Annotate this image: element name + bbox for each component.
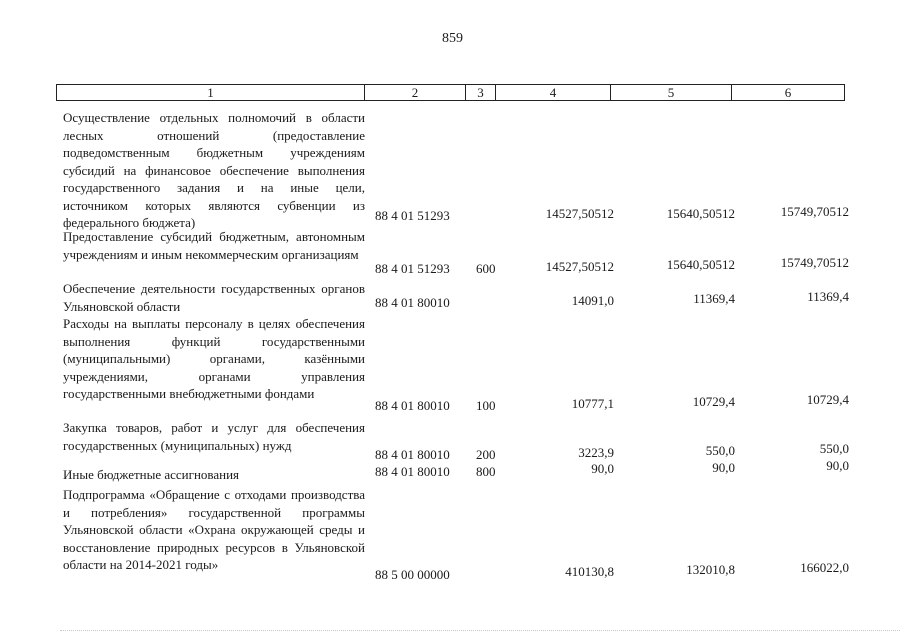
row-name: Закупка товаров, работ и услуг для обеспечения государственных (муниципальных) нужд: [63, 420, 365, 453]
row-value-col6: 90,0: [826, 458, 849, 473]
row-value-col4: 14091,0: [571, 293, 614, 308]
row-value-col5: 15640,50512: [666, 206, 735, 221]
row-vr: 800: [476, 464, 496, 479]
row-vr: 200: [476, 447, 496, 462]
row-value-col5: 550,0: [705, 443, 735, 458]
row-name: Предоставление субсидий бюджетным, автономным учреждениям и иным некоммерческим организациям: [63, 229, 365, 262]
row-value-col4: 10777,1: [571, 396, 614, 411]
header-col-4: 4: [495, 85, 610, 100]
row-name: Осуществление отдельных полномочий в области лесных отношений (предоставление подведомственным бюджетным учреждениям субсидий на финансовое обеспечение выполнения государственного задания и на иные цели, источником которых являются субвенции из федерального бюджета): [63, 110, 365, 230]
header-col-2: 2: [364, 85, 465, 100]
row-code: 88 4 01 80010: [375, 464, 450, 479]
row-code: 88 4 01 51293: [375, 261, 450, 276]
row-value-col6: 10729,4: [806, 392, 849, 407]
table-header: [56, 84, 845, 101]
row-value-col6: 11369,4: [807, 289, 849, 304]
row-value-col4: 14527,50512: [545, 206, 614, 221]
row-value-col6: 15749,70512: [780, 204, 849, 219]
row-code: 88 4 01 51293: [375, 208, 450, 223]
row-vr: 600: [476, 261, 496, 276]
row-name: Расходы на выплаты персоналу в целях обеспечения выполнения функций государственными (муниципальными) органами, казёнными учреждениями, органами управления государственными внебюджетными фондами: [63, 316, 365, 401]
page-number: 859: [442, 31, 463, 46]
header-col-5: 5: [610, 85, 731, 100]
scan-edge-noise: [60, 630, 900, 633]
row-value-col6: 166022,0: [800, 560, 849, 575]
row-value-col4: 90,0: [591, 461, 614, 476]
row-value-col6: 550,0: [819, 441, 849, 456]
header-col-3: 3: [465, 85, 495, 100]
row-code: 88 4 01 80010: [375, 447, 450, 462]
row-name: Обеспечение деятельности государственных органов Ульяновской области: [63, 281, 365, 314]
row-value-col4: 410130,8: [565, 564, 614, 579]
row-name: Подпрограмма «Обращение с отходами производства и потребления» государственной программы Ульяновской области «Охрана окружающей среды и восстановление природных ресурсов в Ульяновской области на 2014-2021 годы»: [63, 487, 365, 572]
row-value-col5: 11369,4: [693, 291, 735, 306]
row-vr: 100: [476, 398, 496, 413]
row-value-col6: 15749,70512: [780, 255, 849, 270]
row-code: 88 4 01 80010: [375, 295, 450, 310]
row-name: Иные бюджетные ассигнования: [63, 467, 240, 482]
row-code: 88 4 01 80010: [375, 398, 450, 413]
header-col-6: 6: [731, 85, 844, 100]
row-value-col4: 3223,9: [578, 445, 614, 460]
row-value-col5: 132010,8: [686, 562, 735, 577]
row-value-col5: 90,0: [712, 460, 735, 475]
header-col-1: 1: [207, 85, 214, 100]
row-value-col5: 15640,50512: [666, 257, 735, 272]
row-value-col5: 10729,4: [692, 394, 735, 409]
row-code: 88 5 00 00000: [375, 567, 450, 582]
row-value-col4: 14527,50512: [545, 259, 614, 274]
